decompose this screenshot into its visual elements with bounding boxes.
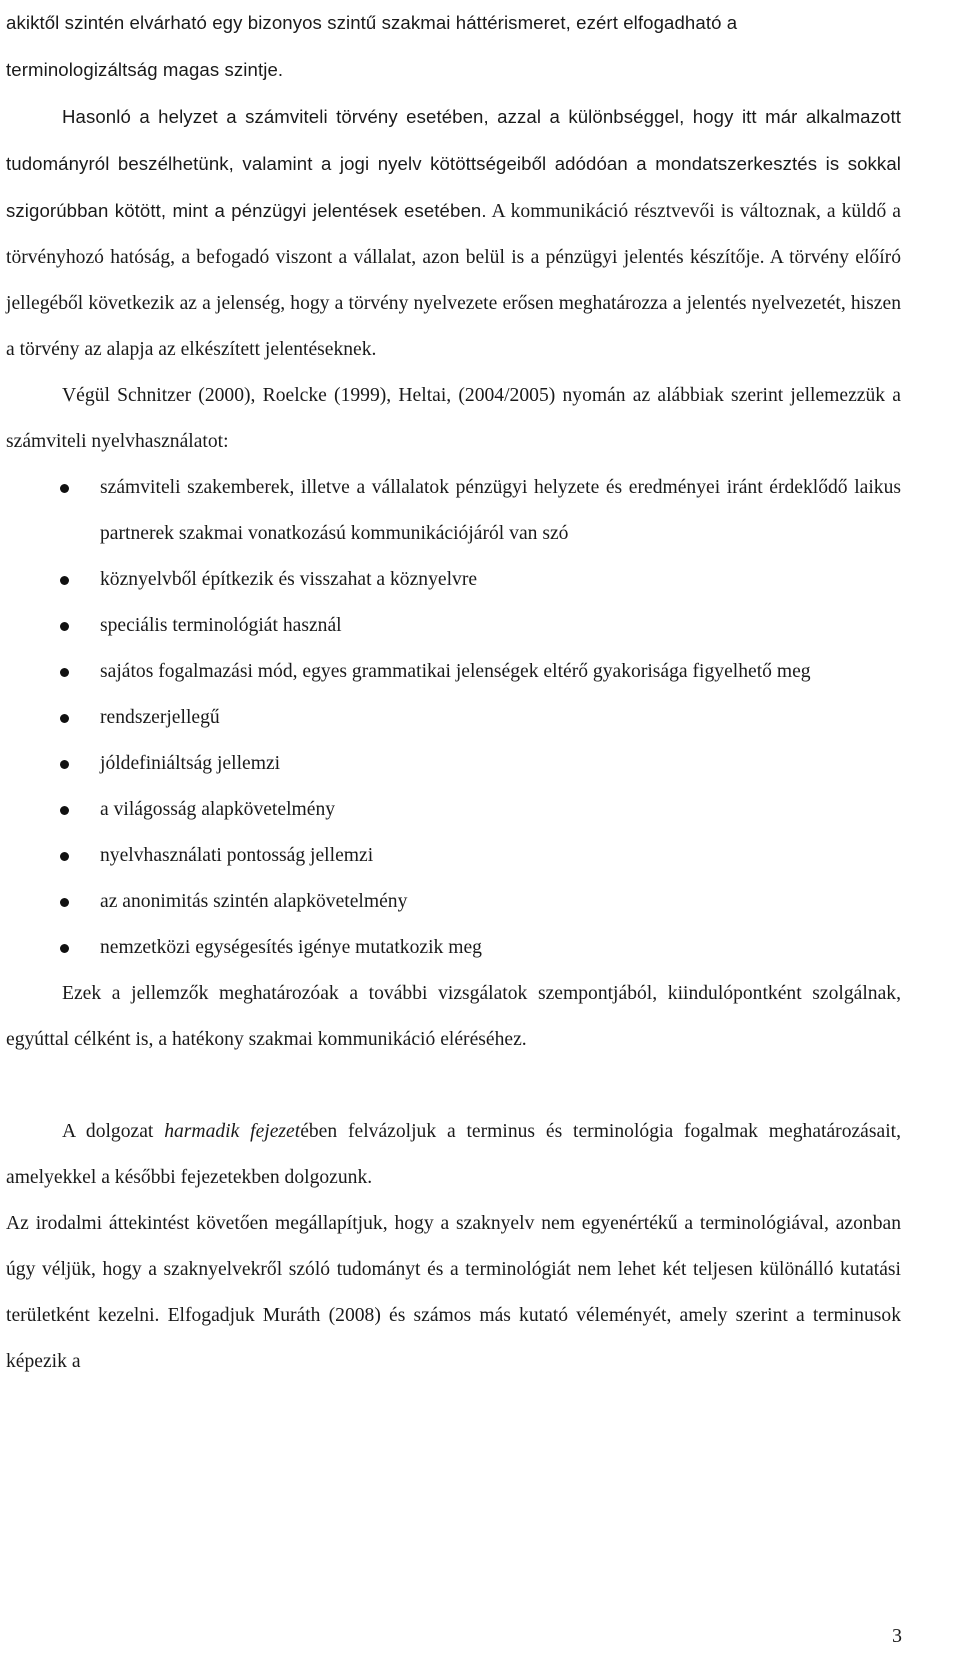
paragraph-third-chapter (6, 1109, 901, 1201)
intro-line-2 (6, 47, 901, 94)
bullet-icon (60, 898, 69, 907)
bullet-icon (60, 806, 69, 815)
list-item-text: a világosság alapkövetelmény (100, 799, 336, 820)
list-item (6, 787, 901, 833)
bullet-icon (60, 760, 69, 769)
list-item (6, 465, 901, 557)
paragraph-literature-review: Az irodalmi áttekintést követően megállapítjuk, hogy a szaknyelv nem egyenértékű a terminológiával, azonban úgy véljük, hogy a szaknyelvekről szóló tudományt és a terminológiát nem lehet két teljesen különálló kutatási területként kezelni. Elfogadjuk Muráth (2008) és számos más kutató véleményét, amely szerint a terminusok képezik a (6, 1213, 901, 1372)
page-number: 3 (892, 1625, 902, 1647)
list-item (6, 833, 901, 879)
list-item-text: speciális terminológiát használ (100, 615, 342, 636)
list-item (6, 603, 901, 649)
characteristics-list (6, 465, 901, 971)
bullet-icon (60, 484, 69, 493)
intro-line-1 (6, 0, 901, 47)
list-item-text: számviteli szakemberek, illetve a vállalatok pénzügyi helyzete és eredményei iránt érdeklődő laikus partnerek szakmai vonatkozású kommunikációjáról van szó (100, 477, 901, 544)
list-item (6, 741, 901, 787)
paragraph-accounting-law (6, 94, 901, 373)
intro-line-2-text: terminologizáltság magas szintje. (6, 59, 284, 80)
bullet-icon (60, 668, 69, 677)
paragraph-conclusion: Ezek a jellemzők meghatározóak a további vizsgálatok szempontjából, kiindulópontként szolgálnak, egyúttal célként is, a hatékony szakmai kommunikáció eléréséhez. (6, 983, 901, 1050)
bullet-icon (60, 852, 69, 861)
list-item-text: sajátos fogalmazási mód, egyes grammatikai jelenségek eltérő gyakorisága figyelhető meg (100, 661, 811, 682)
list-item-text: rendszerjellegű (100, 707, 220, 728)
list-item (6, 557, 901, 603)
paragraph-third-chapter-after: ében felvázoljuk a terminus és terminológia fogalmak meghatározásait, amelyekkel a későbbi fejezetekben dolgozunk. (6, 1121, 901, 1188)
document-page (6, 0, 901, 1385)
list-item-text: köznyelvből építkezik és visszahat a köznyelvre (100, 569, 478, 590)
list-item (6, 695, 901, 741)
bullet-icon (60, 576, 69, 585)
third-chapter-emphasis: harmadik fejezet (164, 1121, 301, 1142)
list-item-text: nyelvhasználati pontosság jellemzi (100, 845, 374, 866)
paragraph-characteristics-intro: Végül Schnitzer (2000), Roelcke (1999), Heltai, (2004/2005) nyomán az alábbiak szerint jellemezzük a számviteli nyelvhasználatot: (6, 385, 901, 452)
bullet-icon (60, 714, 69, 723)
paragraph-accounting-law-rest: A kommunikáció résztvevői is változnak, a küldő a törvényhozó hatóság, a befogadó viszont a vállalat, azon belül is a pénzügyi jelentés készítője. A törvény előíró jellegéből következik az a jelenség, hogy a törvény nyelvezete erősen meghatározza a jelentés nyelvezetét, hiszen a törvény az alapja az elkészített jelentéseknek. (6, 201, 901, 360)
paragraph-accounting-law-sans: Hasonló a helyzet a számviteli törvény esetében, azzal a különbséggel, hogy itt már alkalmazott tudományról beszélhetünk, valamint a jogi nyelv kötöttségeiből adódóan a mondatszerkesztés is sokkal szigorúbban kötött, mint a pénzügyi jelentések esetében. (6, 106, 901, 221)
list-item (6, 879, 901, 925)
bullet-icon (60, 622, 69, 631)
list-item-text: nemzetközi egységesítés igénye mutatkozik meg (100, 937, 482, 958)
list-item-text: jóldefiniáltság jellemzi (100, 753, 281, 774)
bullet-icon (60, 944, 69, 953)
list-item-text: az anonimitás szintén alapkövetelmény (100, 891, 408, 912)
paragraph-third-chapter-before: A dolgozat (62, 1121, 165, 1142)
list-item (6, 649, 901, 695)
paragraph-spacer (6, 1063, 901, 1109)
list-item (6, 925, 901, 971)
intro-line-1-text: akiktől szintén elvárható egy bizonyos szintű szakmai háttérismeret, ezért elfogadható a (6, 12, 738, 33)
